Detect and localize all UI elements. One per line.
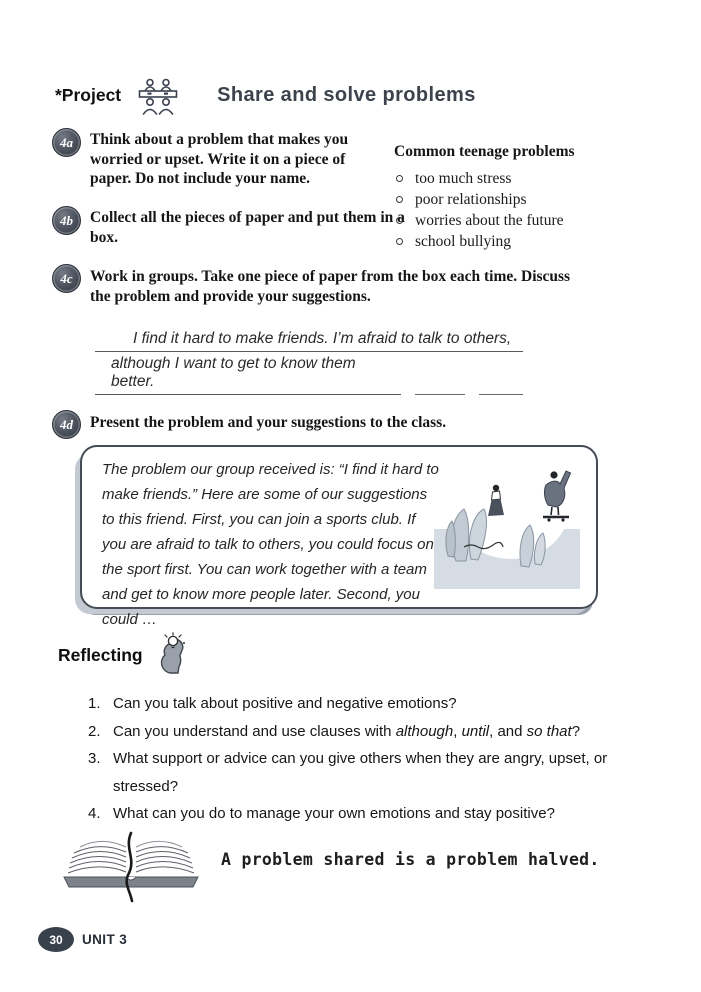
- question-text: What can you do to manage your own emotions and stay positive?: [113, 805, 555, 822]
- speech-bubble-text: The problem our group received is: “I find it hard to make friends.” Here are some of our suggestions to this friend. First, you can join a sports club. If you are afraid to talk to others, you could focus on the sport first. You can work together with a team and get to know more people later. Second, you could …: [102, 461, 439, 628]
- list-item: [394, 210, 634, 231]
- question-number: 3.: [88, 750, 101, 767]
- question-number: 1.: [88, 695, 101, 712]
- question-italic-word: although: [395, 722, 454, 740]
- question-text-segment: , and: [489, 722, 527, 740]
- question-italic-word: until: [461, 722, 490, 740]
- project-label: *Project: [55, 84, 122, 105]
- question-italic-word: so that: [526, 722, 572, 740]
- question-text: Can you talk about positive and negative emotions?: [113, 695, 457, 712]
- question-number: 2.: [88, 722, 101, 740]
- activity-badge-4a: [52, 128, 81, 157]
- list-item-label: poor relationships: [415, 191, 527, 208]
- activity-badge-4b: [52, 206, 81, 235]
- question-text: [113, 718, 610, 746]
- question-text: What support or advice can you give others when they are angry, upset, or stressed?: [113, 750, 608, 795]
- skateboard-halfpipe-illustration: [426, 459, 586, 593]
- proverb-text: A problem shared is a problem halved.: [221, 850, 600, 869]
- question-text-segment: ?: [571, 722, 581, 740]
- teenage-problems-box: [394, 143, 634, 252]
- list-item-label: too much stress: [415, 170, 512, 187]
- activity-4b-text: Collect all the pieces of paper and put them in a box.: [90, 209, 405, 246]
- circle-bullet-icon: [396, 196, 403, 203]
- reflecting-header: [58, 636, 193, 674]
- badge-label: 4b: [60, 212, 73, 228]
- question-row: [88, 800, 610, 828]
- example-line-1: I find it hard to make friends. I’m afraid to talk to others,: [95, 330, 523, 352]
- project-header: [55, 74, 476, 116]
- speech-bubble: [80, 445, 598, 628]
- meeting-people-icon: [133, 76, 183, 116]
- badge-label: 4c: [60, 270, 73, 286]
- badge-label: 4a: [60, 134, 73, 150]
- head-lightbulb-icon: [157, 632, 193, 674]
- question-number: 4.: [88, 805, 101, 822]
- question-text-segment: ,: [453, 722, 462, 740]
- teenage-problems-title: Common teenage problems: [394, 143, 575, 160]
- list-item-label: worries about the future: [415, 212, 564, 229]
- page-number-badge: 30: [38, 927, 74, 952]
- reflecting-title: Reflecting: [58, 644, 143, 665]
- activity-4a-text: Think about a problem that makes you worried or upset. Write it on a piece of paper. Do not include your name.: [90, 131, 349, 187]
- open-book-icon: [60, 827, 202, 905]
- question-row: [88, 745, 610, 800]
- list-item: [394, 189, 634, 210]
- underline-segment: [415, 373, 465, 395]
- handwritten-example: [95, 330, 523, 395]
- activity-4d-text: Present the problem and your suggestions to the class.: [90, 414, 447, 431]
- activity-badge-4c: [52, 264, 81, 293]
- question-text-segment: Can you understand and use clauses with: [113, 722, 396, 740]
- unit-label: UNIT 3: [82, 932, 128, 947]
- underline-segment: [479, 373, 523, 395]
- activity-4c-text: Work in groups. Take one piece of paper from the box each time. Discuss the problem and provide your suggestions.: [90, 268, 571, 305]
- question-row: [88, 690, 610, 718]
- page-title: Share and solve problems: [217, 83, 476, 106]
- page-footer: [38, 927, 127, 952]
- list-item: [394, 168, 634, 189]
- list-item: [394, 231, 634, 252]
- reflecting-questions: [88, 690, 610, 828]
- badge-label: 4d: [60, 416, 73, 432]
- circle-bullet-icon: [396, 175, 403, 182]
- question-row: [88, 718, 610, 746]
- example-line-2: although I want to get to know them better.: [95, 355, 401, 395]
- activity-badge-4d: [52, 410, 81, 439]
- list-item-label: school bullying: [415, 233, 512, 250]
